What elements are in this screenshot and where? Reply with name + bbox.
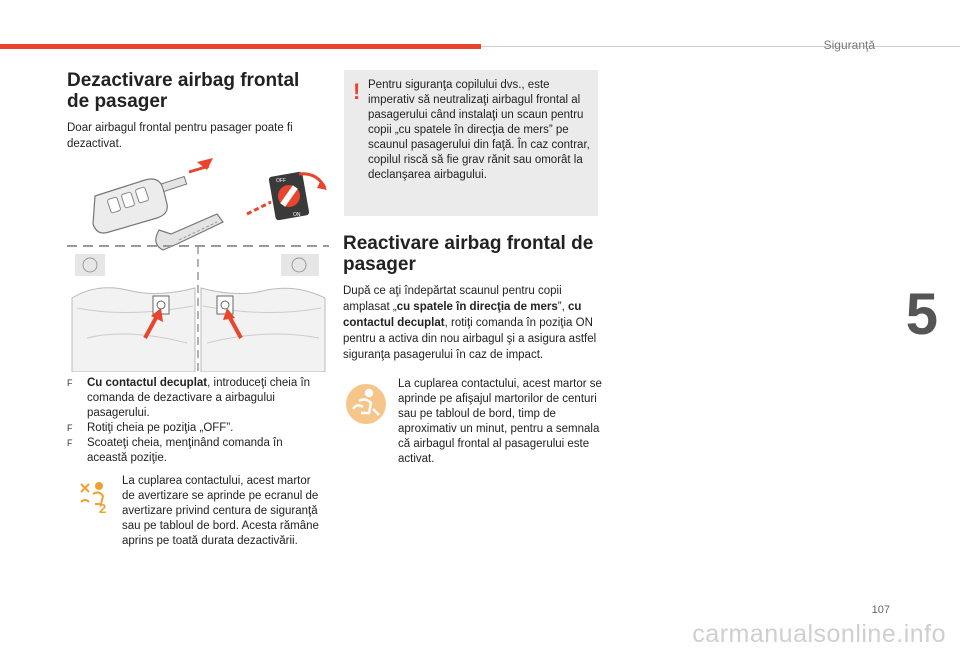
dashboard-view-right xyxy=(201,254,325,372)
step-text: Rotiţi cheia pe poziţia „OFF”. xyxy=(87,422,234,434)
svg-text:2: 2 xyxy=(99,501,107,514)
body-text: ”, xyxy=(557,301,568,313)
body-text: După ce aţi îndepărtat scaunul pentru copii amplasat „ xyxy=(343,285,562,313)
section-label: Siguranţă xyxy=(823,38,875,52)
reactivate-heading: Reactivare airbag frontal de pasager xyxy=(343,233,594,275)
step-item xyxy=(67,436,319,466)
watermark: carmanualsonline.info xyxy=(692,620,946,648)
step-bullet: F xyxy=(67,423,73,433)
step-bullet: F xyxy=(67,438,73,448)
step-item xyxy=(67,376,319,421)
airbag-off-warning-icon xyxy=(77,480,111,514)
step-text: , introduceţi cheia în comanda de dezactivare a airbagului pasagerului. xyxy=(87,377,311,419)
body-bold: cu contactul decuplat xyxy=(343,301,582,329)
body-bold: cu spatele în direcţia de mers xyxy=(396,301,558,313)
step-item xyxy=(67,421,319,436)
switch-off-label: OFF xyxy=(276,178,286,184)
deactivation-steps xyxy=(67,376,319,466)
alert-text: Pentru siguranţa copilului dvs., este imperativ să neutralizaţi airbagul frontal al pasagerului când instalaţi un scaun pentru copii „cu spatele în direcţia de mers” pe scaunul pasagerului din faţă. În caz contrar, copilul riscă să fie grav rănit sau omorât la declanşarea airbagului. xyxy=(368,79,590,181)
body-text: , rotiţi comanda în poziţia ON pentru a activa din nou airbagul şi a asigura astfel siguranţa pasagerului în caz de impact. xyxy=(343,317,597,361)
chapter-number: 5 xyxy=(905,282,938,347)
reactivate-body xyxy=(343,283,601,363)
header-rule xyxy=(481,46,960,47)
header-accent-bar xyxy=(0,44,481,49)
child-seat-alert-box xyxy=(344,70,598,216)
dashboard-view-left xyxy=(72,254,195,372)
exclamation-icon: ! xyxy=(353,79,361,104)
airbag-switch-illustration xyxy=(67,158,329,372)
airbag-switch-knob xyxy=(247,171,327,220)
step-bullet: F xyxy=(67,378,73,388)
reactivation-warning-text: La cuplarea contactului, acest martor se aprinde pe afişajul martorilor de centuri sau pe tabloul de bord, timp de aproximativ un minut, pentru a semnala că airbagul frontal al pasagerului este activat. xyxy=(398,378,602,465)
page-number: 107 xyxy=(871,604,890,616)
airbag-on-warning-icon xyxy=(343,381,389,427)
key-fob-image xyxy=(93,158,213,233)
step-text: Scoateţi cheia, menţinând comanda în această poziţie. xyxy=(87,437,283,464)
switch-on-label: ON xyxy=(293,212,301,218)
deactivate-intro: Doar airbagul frontal pentru pasager poate fi dezactivat. xyxy=(67,122,293,150)
key-blade-image xyxy=(156,214,223,250)
deactivation-warning-text: La cuplarea contactului, acest martor de avertizare se aprinde pe ecranul de avertizare privind centura de siguranţă sau pe tabloul de bord. Acesta rămâne aprins pe toată durata dezactivării. xyxy=(122,475,319,547)
step-bold: Cu contactul decuplat xyxy=(87,377,208,389)
deactivate-heading: Dezactivare airbag frontal de pasager xyxy=(67,70,300,112)
